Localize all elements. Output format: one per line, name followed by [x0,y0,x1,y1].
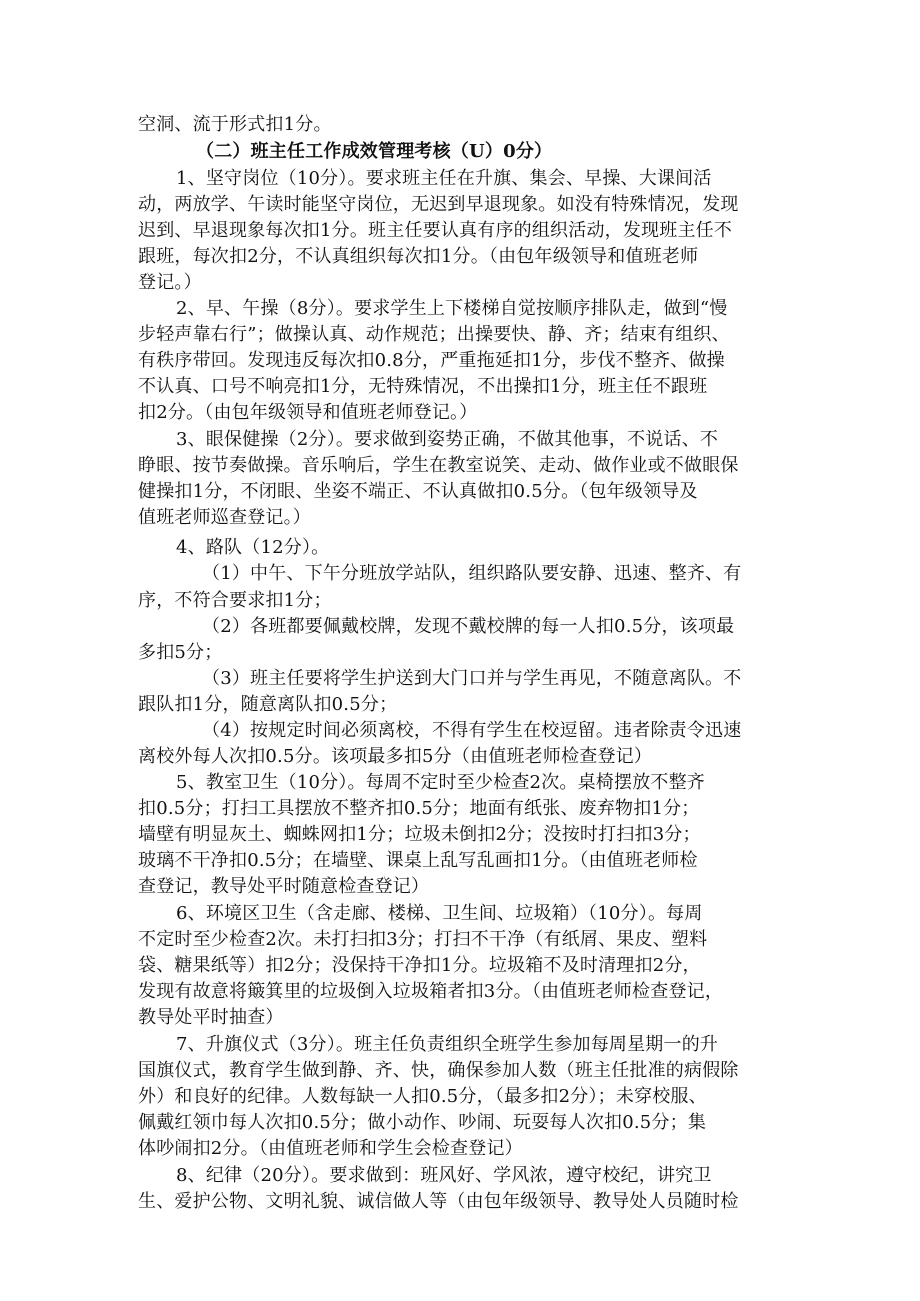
text-line: （4）按规定时间必须离校，不得有学生在校逗留。违者除责令迅速 [202,720,742,741]
text-line: 生、爱护公物、文明礼貌、诚信做人等（由包年级领导、教导处人员随时检 [138,1191,739,1212]
text-line: （3）班主任要将学生护送到大门口并与学生再见，不随意离队。不 [202,668,742,689]
text-line: 教导处平时抽查） [138,1007,284,1028]
text-line: 扣0.5分；打扫工具摆放不整齐扣0.5分；地面有纸张、废弃物扣1分； [138,798,700,819]
text-line: （2）各班都要佩戴校牌，发现不戴校牌的每一人扣0.5分，该项最 [202,616,735,637]
text-line: 查登记，教导处平时随意检查登记） [138,876,430,897]
text-line: 不定时至少检查2次。未打扫扣3分；打扫不干净（有纸屑、果皮、塑料 [138,929,708,950]
text-line: 离校外每人次扣0.5分。该项最多扣5分（由值班老师检查登记） [138,746,653,767]
text-line: 5、教室卫生（10分）。每周不定时至少检查2次。桌椅摆放不整齐 [176,772,706,793]
text-line: （1）中午、下午分班放学站队，组织路队要安静、迅速、整齐、有 [202,563,742,584]
text-line: 跟班，每次扣2分，不认真组织每次扣1分。（由包年级领导和值班老师 [138,246,699,267]
text-line: 动，两放学、午读时能坚守岗位，无迟到早退现象。如没有特殊情况，发现 [138,194,739,215]
text-line: 步轻声靠右行”；做操认真、动作规范；出操要快、静、齐；结束有组织、 [138,324,730,345]
text-line: 扣2分。（由包年级领导和值班老师登记。） [138,402,478,423]
text-line: 3、眼保健操（2分）。要求做到姿势正确，不做其他事，不说话、不 [176,429,719,450]
text-line: 序，不符合要求扣1分； [138,590,332,611]
text-line: 佩戴红领巾每人次扣0.5分；做小动作、吵闹、玩耍每人次扣0.5分；集 [138,1112,707,1133]
text-line: 体吵闹扣2分。（由值班老师和学生会检查登记） [138,1138,523,1159]
text-line: 睁眼、按节奏做操。音乐响后，学生在教室说笑、走动、做作业或不做眼保 [138,455,739,476]
text-line: 值班老师巡查登记。） [138,507,311,528]
text-line: 迟到、早退现象每次扣1分。班主任要认真有序的组织活动，发现班主任不 [138,220,733,241]
text-line: 多扣5分； [138,642,223,663]
text-line: 外）和良好的纪律。人数每缺一人扣0.5分，（最多扣2分）；未穿校服、 [138,1086,707,1107]
text-line: 不认真、口号不响亮扣1分，无特殊情况，不出操扣1分，班主任不跟班 [138,376,708,397]
text-line: 8、纪律（20分）。要求做到：班风好、学风浓，遵守校纪，讲究卫 [176,1165,712,1186]
text-line: 7、升旗仪式（3分）。班主任负责组织全班学生参加每周星期一的升 [176,1034,719,1055]
text-line: 跟队扣1分，随意离队扣0.5分； [138,694,398,715]
text-line: 有秩序带回。发现违反每次扣0.8分，严重拖延扣1分，步伐不整齐、做操 [138,350,725,371]
section-heading: （二）班主任工作成效管理考核（U）0分） [196,141,553,162]
text-line: 健操扣1分，不闭眼、坐姿不端正、不认真做扣0.5分。（包年级领导及 [138,481,698,502]
text-line: 空洞、流于形式扣1分。 [138,114,332,135]
text-line: 玻璃不干净扣0.5分；在墙壁、课桌上乱写乱画扣1分。（由值班老师检 [138,850,698,871]
text-line: 墙壁有明显灰土、蜘蛛网扣1分；垃圾未倒扣2分；没按时打扫扣3分； [138,824,701,845]
text-line: 2、早、午操（8分）。要求学生上下楼梯自觉按顺序排队走，做到“慢 [176,298,728,319]
text-line: 发现有故意将簸箕里的垃圾倒入垃圾箱者扣3分。（由值班老师检查登记， [138,981,724,1002]
text-line: 袋、糖果纸等）扣2分；没保持干净扣1分。垃圾箱不及时清理扣2分， [138,955,701,976]
text-line: 1、坚守岗位（10分）。要求班主任在升旗、集会、早操、大课间活 [176,168,712,189]
text-line: 国旗仪式，教育学生做到静、齐、快，确保参加人数（班主任批准的病假除 [138,1060,739,1081]
text-line: 4、路队（12分）。 [176,537,330,558]
text-line: 登记。） [138,272,202,293]
text-line: 6、环境区卫生（含走廊、楼梯、卫生间、垃圾箱）（10分）。每周 [176,903,703,924]
